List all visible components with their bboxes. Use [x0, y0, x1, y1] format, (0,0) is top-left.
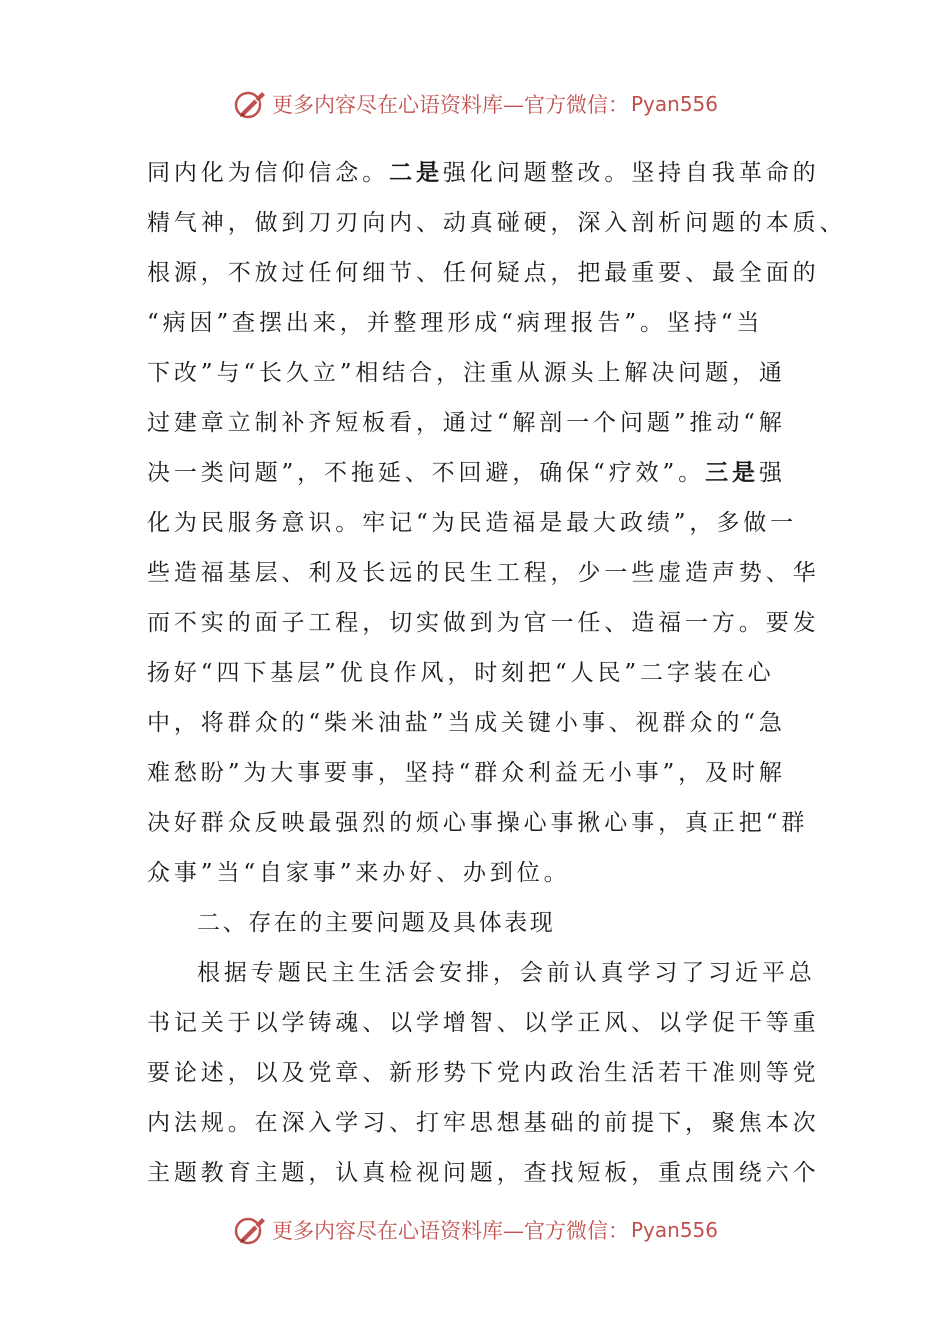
- text-line: 内法规。在深入学习、打牢思想基础的前提下，聚焦本次: [147, 1110, 820, 1136]
- text-line: 根源，不放过任何细节、任何疑点，把最重要、最全面的: [147, 260, 820, 286]
- header-watermark-banner: [0, 84, 950, 124]
- text-line: 些造福基层、利及长远的民生工程，少一些虚造声势、华: [147, 560, 820, 586]
- text-line: 难愁盼”为大事要事，坚持“群众利益无小事”，及时解: [147, 760, 786, 786]
- bold-marker: 二是: [389, 159, 443, 186]
- text-line: 决一类问题”，不拖延、不回避，确保“疗效”。三是强: [147, 459, 786, 486]
- quill-logo-icon: [232, 1212, 268, 1248]
- text-line: 扬好“四下基层”优良作风，时刻把“人民”二字装在心: [147, 660, 775, 686]
- text-line: 众事”当“自家事”来办好、办到位。: [147, 860, 571, 886]
- text-line: 主题教育主题，认真检视问题，查找短板，重点围绕六个: [147, 1160, 820, 1186]
- text-line: 中，将群众的“柴米油盐”当成关键小事、视群众的“急: [147, 710, 786, 736]
- footer-watermark-banner: [0, 1210, 950, 1250]
- document-body: [147, 148, 847, 1198]
- bold-marker: 三是: [705, 459, 759, 486]
- text-line: 精气神，做到刀刃向内、动真碰硬，深入剖析问题的本质、: [147, 210, 847, 236]
- text-line: 书记关于以学铸魂、以学增智、以学正风、以学促干等重: [147, 1010, 820, 1036]
- text-line: 过建章立制补齐短板看，通过“解剖一个问题”推动“解: [147, 410, 786, 436]
- text-line: 化为民服务意识。牢记“为民造福是最大政绩”，多做一: [147, 510, 798, 536]
- banner-text: 更多内容尽在心语资料库—官方微信：: [271, 93, 629, 117]
- text-line: 而不实的面子工程，切实做到为官一任、造福一方。要发: [147, 610, 820, 636]
- text-line: 下改”与“长久立”相结合，注重从源头上解决问题，通: [147, 360, 786, 386]
- banner-text: 更多内容尽在心语资料库—官方微信：: [271, 1219, 629, 1243]
- text-line: “病因”查摆出来，并整理形成“病理报告”。坚持“当: [147, 310, 764, 336]
- text-line: 要论述，以及党章、新形势下党内政治生活若干准则等党: [147, 1060, 820, 1086]
- text-line: 同内化为信仰信念。二是强化问题整改。坚持自我革命的: [147, 159, 820, 186]
- section-heading: 二、存在的主要问题及具体表现: [197, 910, 556, 936]
- wechat-id: Pyan556: [630, 1218, 718, 1242]
- wechat-id: Pyan556: [630, 92, 718, 116]
- text-line: 根据专题民主生活会安排，会前认真学习了习近平总: [197, 960, 816, 986]
- quill-logo-icon: [232, 86, 268, 122]
- text-line: 决好群众反映最强烈的烦心事操心事揪心事，真正把“群: [147, 810, 809, 836]
